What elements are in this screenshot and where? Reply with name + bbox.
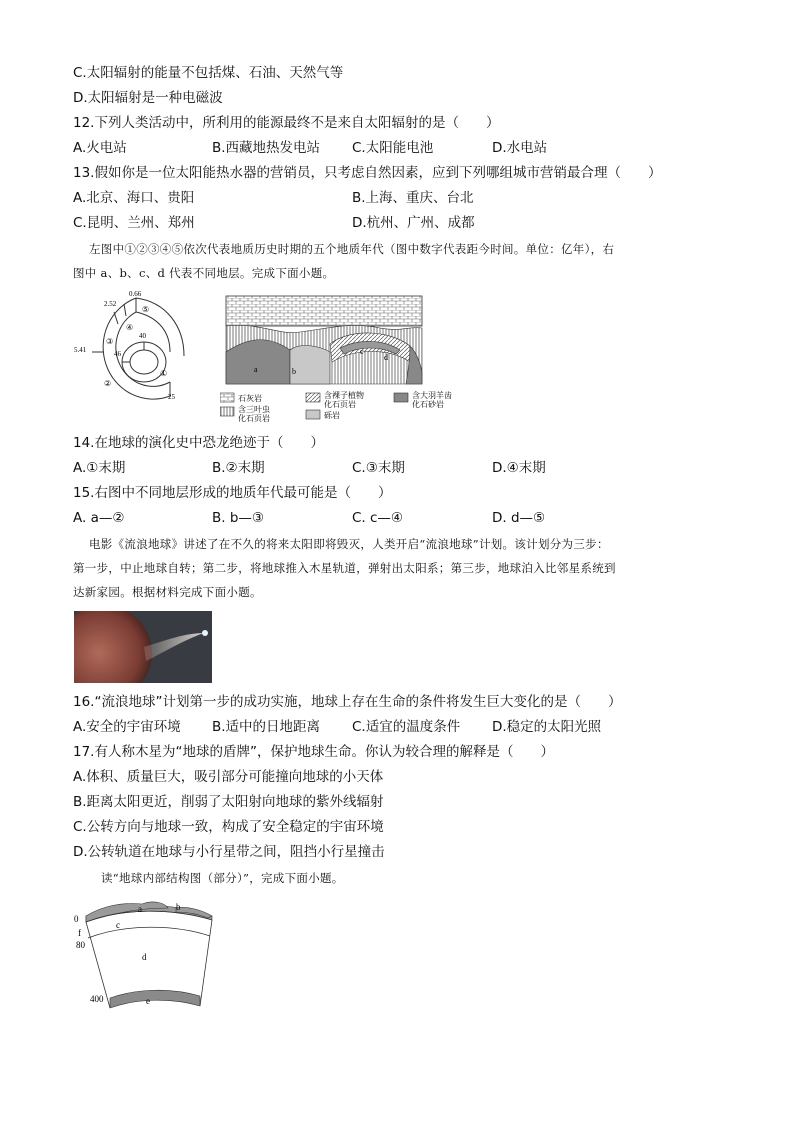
q16-option-a: A.安全的宇宙环境 [73, 719, 181, 735]
layer-d-label: d [142, 952, 147, 962]
q17-option-b: B.距离太阳更近，削弱了太阳射向地球的紫外线辐射 [73, 794, 384, 810]
depth-80: 80 [76, 940, 85, 950]
earth-interior-diagram [72, 892, 224, 1010]
intro-geologic-line1: 左图中①②③④⑤依次代表地质历史时期的五个地质年代（图中数字代表距今时间。单位：亿年），右 [89, 242, 615, 256]
era-3: ③ [106, 337, 114, 346]
era-5: ⑤ [142, 305, 150, 314]
q17-option-d: D.公转轨道在地球与小行星带之间，阻挡小行星撞击 [73, 844, 385, 860]
layer-c-label: c [116, 920, 120, 930]
q17-option-a: A.体积、质量巨大，吸引部分可能撞向地球的小天体 [73, 769, 384, 785]
q13-stem: 13.假如你是一位太阳能热水器的营销员，只考虑自然因素，应到下列哪组城市营销最合理（ ） [73, 165, 662, 181]
legend-fern-2: 化石砂岩 [412, 400, 444, 409]
label-0-66: 0.66 [129, 290, 142, 298]
intro-earth-structure: 读“地球内部结构图（部分）”，完成下面小题。 [101, 871, 344, 885]
q12-stem: 12.下列人类活动中，所利用的能源最终不是来自太阳辐射的是（ ） [73, 115, 500, 131]
layer-b-label: b [176, 902, 181, 912]
q16-option-c: C.适宜的温度条件 [352, 719, 461, 735]
q12-option-a: A.火电站 [73, 140, 127, 156]
depth-400: 400 [90, 994, 104, 1004]
era-2: ② [104, 379, 112, 388]
era-1: ① [160, 369, 168, 378]
q16-option-d: D.稳定的太阳光照 [492, 719, 602, 735]
stratum-c-label: c [360, 347, 364, 356]
wandering-earth-image [74, 611, 212, 683]
layer-f-label: f [78, 928, 81, 938]
q14-option-b: B.②末期 [212, 460, 265, 476]
intro-film-line2: 第一步，中止地球自转；第二步，将地球推入木星轨道，弹射出太阳系；第三步，地球泊入比邻星系统到 [73, 561, 616, 575]
q14-option-a: A.①末期 [73, 460, 126, 476]
q15-option-a: A. a—② [73, 510, 125, 526]
q15-option-d: D. d—⑤ [492, 510, 546, 526]
q15-option-b: B. b—③ [212, 510, 265, 526]
q11-option-d: D.太阳辐射是一种电磁波 [73, 90, 223, 106]
stratum-a-label: a [254, 365, 258, 374]
q15-stem: 15.右图中不同地层形成的地质年代最可能是（ ） [73, 485, 392, 501]
q15-option-c: C. c—④ [352, 510, 404, 526]
q16-option-b: B.适中的日地距离 [212, 719, 321, 735]
q11-option-c: C.太阳辐射的能量不包括煤、石油、天然气等 [73, 65, 344, 81]
q12-option-b: B.西藏地热发电站 [212, 140, 321, 156]
intro-film-line3: 达新家园。根据材料完成下面小题。 [73, 585, 262, 599]
q14-stem: 14.在地球的演化史中恐龙绝迹于（ ） [73, 435, 324, 451]
label-2-52: 2.52 [104, 300, 117, 308]
q13-option-b: B.上海、重庆、台北 [352, 190, 474, 206]
q16-stem: 16.“流浪地球”计划第一步的成功实施，地球上存在生命的条件将发生巨大变化的是（ ） [73, 694, 622, 710]
intro-film-line1: 电影《流浪地球》讲述了在不久的将来太阳即将毁灭，人类开启“流浪地球”计划。该计划分为三步： [89, 537, 609, 551]
geologic-time-spiral [74, 286, 194, 406]
depth-0: 0 [74, 914, 79, 924]
legend-gymno-2: 化石页岩 [324, 400, 356, 409]
label-46: 46 [114, 350, 121, 358]
legend-trilobite-2: 化石页岩 [238, 414, 270, 423]
q14-option-d: D.④末期 [492, 460, 546, 476]
layer-e-label: e [146, 996, 150, 1006]
layer-a-label: a [138, 904, 142, 914]
q12-option-c: C.太阳能电池 [352, 140, 434, 156]
q13-option-c: C.昆明、兰州、郑州 [73, 215, 195, 231]
intro-geologic-line2: 图中 a、b、c、d 代表不同地层。完成下面小题。 [73, 266, 335, 280]
q17-stem: 17.有人称木星为“地球的盾牌”，保护地球生命。你认为较合理的解释是（ ） [73, 744, 554, 760]
legend-gravel: 砾岩 [324, 411, 340, 420]
stratum-b-label: b [292, 367, 296, 376]
legend-trilobite-1: 含三叶虫 [238, 405, 270, 414]
label-5-41: 5.41 [74, 346, 87, 354]
q12-option-d: D.水电站 [492, 140, 548, 156]
era-4: ④ [126, 323, 134, 332]
q14-option-c: C.③末期 [352, 460, 405, 476]
stratum-d-label: d [384, 353, 388, 362]
legend-gymno-1: 含裸子植物 [324, 391, 364, 400]
q17-option-c: C.公转方向与地球一致，构成了安全稳定的宇宙环境 [73, 819, 384, 835]
legend-fern-1: 含大羽羊齿 [412, 391, 452, 400]
legend-limestone: 石灰岩 [238, 394, 262, 403]
label-40: 40 [139, 332, 146, 340]
strata-diagram [220, 292, 510, 426]
q13-option-d: D.杭州、广州、成都 [352, 215, 475, 231]
label-25: 25 [168, 393, 175, 401]
q13-option-a: A.北京、海口、贵阳 [73, 190, 195, 206]
